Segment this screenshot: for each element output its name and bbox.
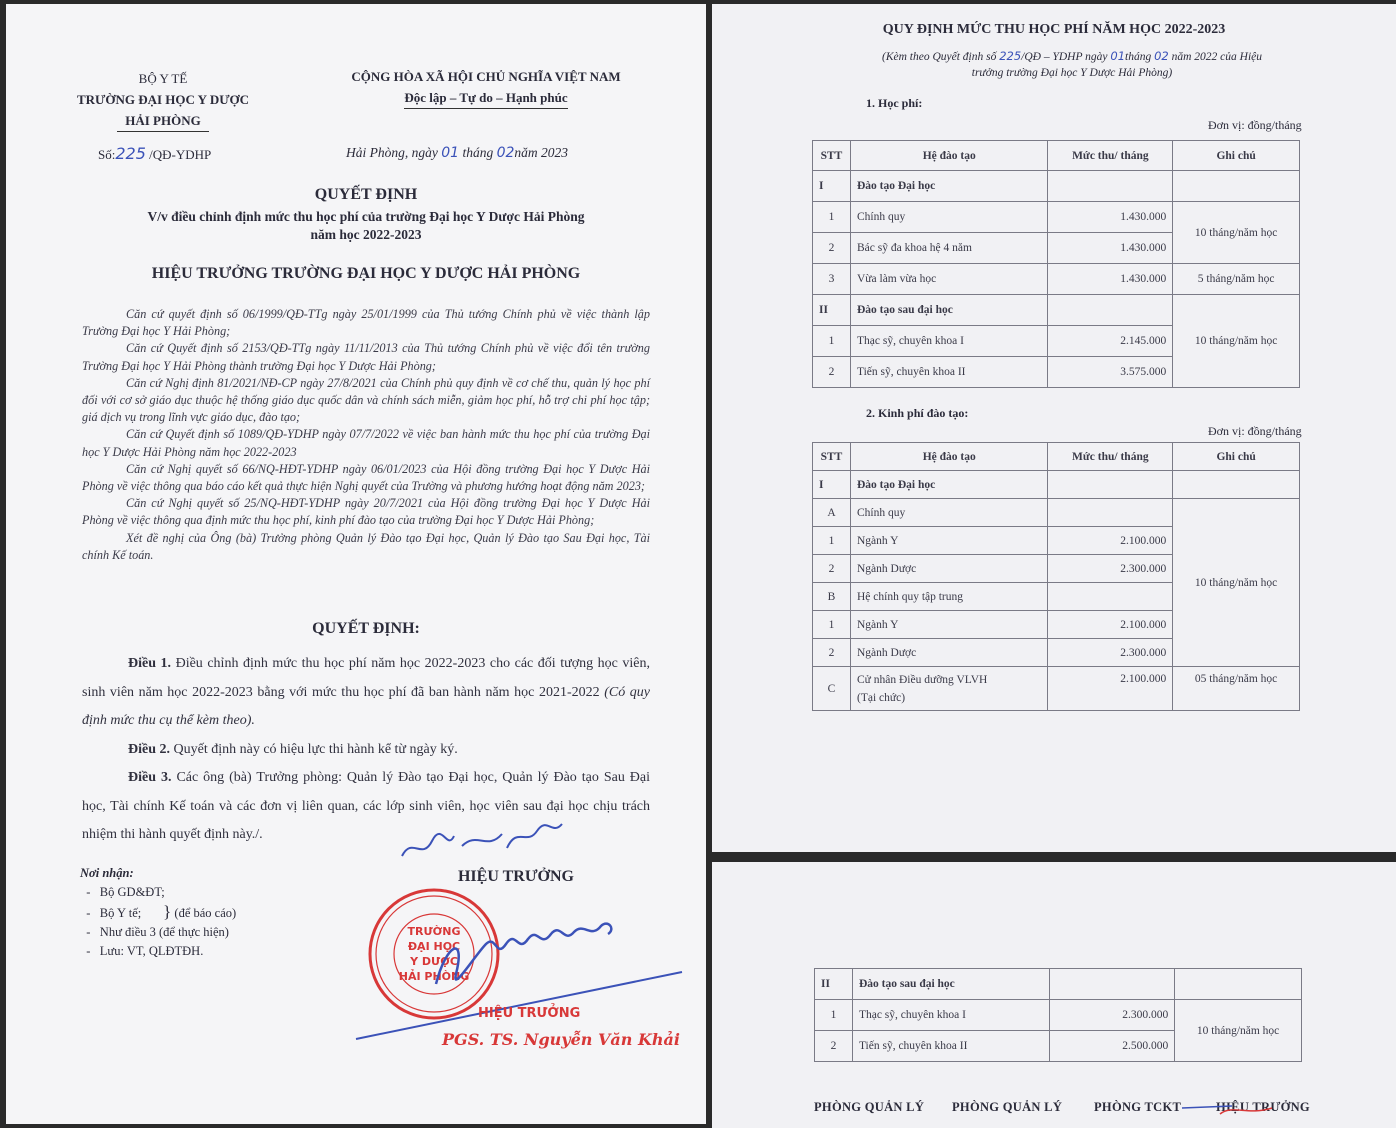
- footer-sign-1: PHÒNG QUẢN LÝ: [814, 1100, 925, 1114]
- table-row: 2 Tiến sỹ, chuyên khoa II 2.500.000: [815, 1031, 1302, 1062]
- table-row: 2 Ngành Dược 2.300.000: [813, 639, 1300, 667]
- decision-number: Số:225 /QĐ-YDHP: [98, 144, 212, 163]
- table-row: 1 Ngành Y 2.100.000: [813, 527, 1300, 555]
- issuer-block: [58, 68, 268, 132]
- basis-item: Căn cứ Nghị quyết số 66/NQ-HĐT-YDHP ngày 06/01/2023 của Hội đồng trường Đại học Y Dược Hải Phòng về việc thông qua báo cáo kết quả thực hiện Nghị quyết của Trường và phương hướng hoạt động năm 2023;: [82, 461, 650, 494]
- basis-item: Căn cứ Quyết định số 2153/QĐ-TTg ngày 11/11/2013 của Thủ tướng Chính phủ về việc đổi tên trường Trường Đại học Y Hải Phòng thành trường Đại học Y Dược Hải Phòng;: [82, 341, 650, 373]
- table-row: 1 Chính quy 1.430.000 10 tháng/năm học: [813, 202, 1300, 233]
- national-header: [306, 66, 666, 109]
- handwritten-number: 225: [115, 144, 146, 163]
- stamp-title: HIỆU TRƯỞNG: [478, 1006, 581, 1021]
- recipient-item: - Bộ Y tế; } (để báo cáo): [80, 902, 237, 921]
- article-1: Điều 1. Điều chỉnh định mức thu học phí năm học 2022-2023 cho các đối tượng học viên, sinh viên năm học 2022-2023 bằng với mức thu học phí đã ban hành năm học 2021-2022 (Có quy định mức thu cụ thể kèm theo).: [82, 656, 651, 728]
- basis-item: Căn cứ Quyết định số 1089/QĐ-YDHP ngày 07/7/2022 về việc ban hành mức thu học phí của trường Đại học Y Dược Hải Phòng năm học 2022-2023: [82, 427, 650, 459]
- table-row: I Đào tạo Đại học: [813, 171, 1300, 202]
- basis-item: Xét đề nghị của Ông (bà) Trưởng phòng Quản lý Đào tạo Đại học, Quản lý Đào tạo Sau Đại học, Tài chính Kế toán.: [82, 530, 650, 562]
- school-name-line2: HẢI PHÒNG: [117, 110, 208, 132]
- unit-label-1: Đơn vị: đồng/tháng: [1208, 118, 1302, 132]
- fee-schedule-page-continued: [712, 862, 1396, 1128]
- footer-signature-marks: [1172, 1094, 1282, 1124]
- footer-sign-4: HIỆU TRƯỞNG: [1216, 1100, 1310, 1114]
- national-motto: Độc lập – Tự do – Hạnh phúc: [404, 87, 567, 109]
- article-3: Điều 3. Các ông (bà) Trưởng phòng: Quản lý Đào tạo Đại học, Quản lý Đào tạo Sau Đại học, Tài chính Kế toán và các đơn vị liên quan, các lớp sinh viên, học viên sau đại học chịu trách nhiệm thi hành quyết định này./.: [82, 770, 651, 842]
- basis-item: Căn cứ Nghị quyết số 25/NQ-HĐT-YDHP ngày 20/7/2021 của Hội đồng trường Đại học Y Dược Hải Phòng về việc thông qua định mức thu học phí, kinh phí đào tạo của trường Đại học Y Dược Hải Phòng;: [82, 496, 650, 528]
- handwritten-day: 01: [441, 145, 460, 161]
- school-name-line1: TRƯỜNG ĐẠI HỌC Y DƯỢC: [76, 92, 250, 107]
- table-row: 1 Thạc sỹ, chuyên khoa I 2.300.000 10 tháng/năm học: [815, 1000, 1302, 1031]
- signer-title: HIỆU TRƯỞNG: [457, 868, 574, 885]
- republic-name: CỘNG HÒA XÃ HỘI CHỦ NGHĨA VIỆT NAM: [351, 69, 621, 84]
- section-training-cost: 2. Kinh phí đào tạo:: [866, 406, 969, 420]
- table-row: 1 Thạc sỹ, chuyên khoa I 2.145.000: [813, 326, 1300, 357]
- seal-text: TRƯỜNG ĐẠI HỌC Y DƯỢC HẢI PHÒNG: [398, 925, 470, 983]
- basis-item: Căn cứ quyết định số 06/1999/QĐ-TTg ngày 25/01/1999 của Thủ tướng Chính phủ về việc thành lập Trường Đại học Y Hải Phòng;: [82, 307, 650, 339]
- recipient-item: - Bộ GD&ĐT;: [80, 885, 165, 899]
- handwritten-month: 02: [496, 145, 515, 161]
- basis-item: Căn cứ Nghị định 81/2021/NĐ-CP ngày 27/8/2021 của Chính phủ quy định về cơ chế thu, quản lý học phí đối với cơ sở giáo dục thuộc hệ thống giáo dục quốc dân và chính sách miễn, giảm học phí, hỗ trợ chi phí học tập; giá dịch vụ trong lĩnh vực giáo dục, đào tạo;: [82, 375, 650, 425]
- schedule-title: QUY ĐỊNH MỨC THU HỌC PHÍ NĂM HỌC 2022-2023: [882, 22, 1226, 37]
- ministry-name: BỘ Y TẾ: [138, 71, 188, 86]
- table-row: 2 Ngành Dược 2.300.000: [813, 555, 1300, 583]
- table-row: 2 Bác sỹ đa khoa hệ 4 năm 1.430.000: [813, 233, 1300, 264]
- fee-schedule-page: [712, 4, 1396, 852]
- legal-basis: [82, 306, 650, 564]
- stamp-name: PGS. TS. Nguyễn Văn Khải: [442, 1030, 680, 1049]
- table-row: B Hệ chính quy tập trung: [813, 583, 1300, 611]
- footer-sign-2: PHÒNG QUẢN LÝ: [952, 1100, 1063, 1114]
- table-header: STT Hệ đào tạo Mức thu/ tháng Ghi chú: [813, 141, 1300, 171]
- footer-sign-3: PHÒNG TCKT: [1094, 1100, 1182, 1114]
- recipient-item: - Như điều 3 (để thực hiện): [80, 925, 229, 939]
- table-row: I Đào tạo Đại học: [813, 471, 1300, 499]
- issue-date: Hải Phòng, ngày 01 tháng 02năm 2023: [346, 145, 569, 161]
- table-row: A Chính quy 10 tháng/năm học: [813, 499, 1300, 527]
- recipients-title: Nơi nhận:: [80, 866, 134, 880]
- table-row: 1 Ngành Y 2.100.000: [813, 611, 1300, 639]
- table-row: II Đào tạo sau đại học: [815, 969, 1302, 1000]
- section-tuition: 1. Học phí:: [866, 96, 923, 110]
- schedule-subtitle: (Kèm theo Quyết định số 225/QĐ – YDHP ngày 01tháng 02 năm 2022 của Hiệu trưởng trường Đại học Y Dược Hải Phòng): [881, 49, 1263, 79]
- decision-heading: QUYẾT ĐỊNH:: [312, 620, 420, 637]
- table-row: 2 Tiến sỹ, chuyên khoa II 3.575.000: [813, 357, 1300, 388]
- authority-heading: HIỆU TRƯỞNG TRƯỜNG ĐẠI HỌC Y DƯỢC HẢI PHÒNG: [151, 265, 581, 282]
- recipients-block: [80, 864, 236, 961]
- decision-page: [6, 4, 706, 1124]
- tuition-table: [812, 140, 1300, 388]
- table-row: C Cử nhân Điều dưỡng VLVH (Tại chức) 2.100.000 05 tháng/năm học: [813, 667, 1300, 711]
- table-row: 3 Vừa làm vừa học 1.430.000 5 tháng/năm học: [813, 264, 1300, 295]
- article-2: Điều 2. Quyết định này có hiệu lực thi hành kể từ ngày ký.: [128, 741, 458, 757]
- recipient-item: - Lưu: VT, QLĐTĐH.: [80, 944, 204, 958]
- table-row: II Đào tạo sau đại học 10 tháng/năm học: [813, 295, 1300, 326]
- postgrad-cost-table: [814, 968, 1302, 1062]
- unit-label-2: Đơn vị: đồng/tháng: [1208, 424, 1302, 438]
- initials-signatures: [392, 816, 572, 866]
- table-header: STT Hệ đào tạo Mức thu/ tháng Ghi chú: [813, 443, 1300, 471]
- document-title: QUYẾT ĐỊNH: [314, 186, 418, 203]
- training-cost-table: [812, 442, 1300, 711]
- document-subject: V/v điều chỉnh định mức thu học phí của trường Đại học Y Dược Hải Phòng năm học 2022-2023: [147, 209, 585, 242]
